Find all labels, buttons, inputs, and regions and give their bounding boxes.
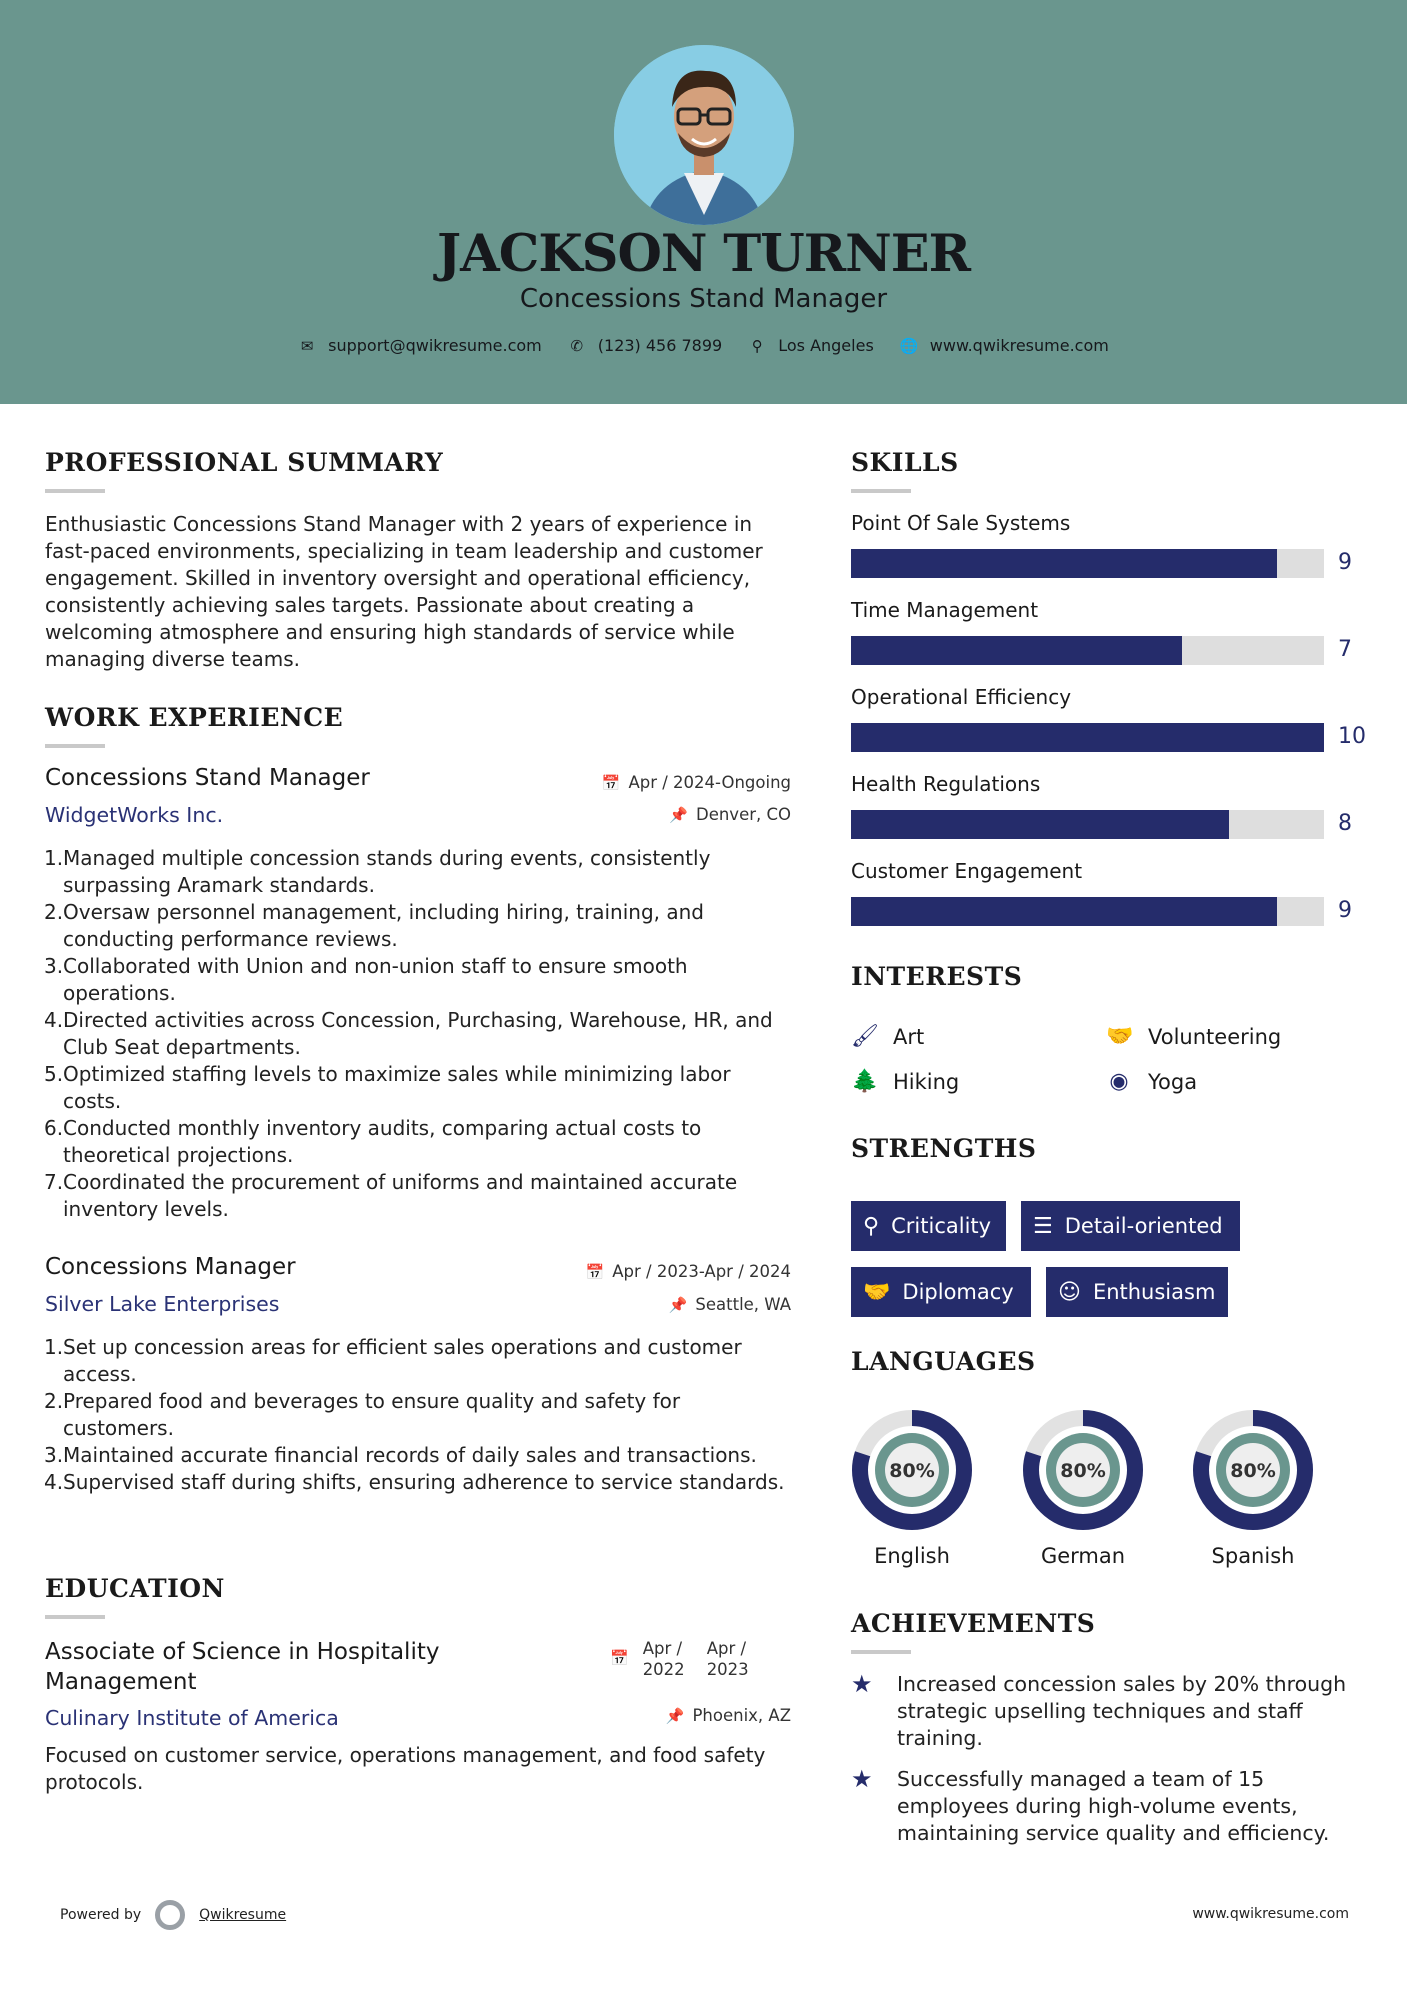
skill-bar-fill xyxy=(851,897,1277,926)
strength-detail-oriented: ☰ Detail-oriented xyxy=(1021,1201,1240,1251)
contact-phone[interactable]: ✆ (123) 456 7899 xyxy=(568,336,722,355)
calendar-icon: 📅 xyxy=(610,1649,629,1667)
skill-level-value: 9 xyxy=(1338,550,1352,575)
language-gauge xyxy=(851,1409,973,1531)
contact-email[interactable]: ✉ support@qwikresume.com xyxy=(298,336,542,355)
job-1-dates: 📅 Apr / 2024-Ongoing xyxy=(601,773,791,792)
tree-icon: 🌲 xyxy=(851,1069,879,1094)
language-name: German xyxy=(1040,1544,1126,1568)
lifebuoy-icon: ◉ xyxy=(1109,1069,1129,1094)
work-heading: WORK EXPERIENCE xyxy=(45,703,344,732)
contact-website[interactable]: 🌐 www.qwikresume.com xyxy=(899,336,1109,355)
skill-level-value: 8 xyxy=(1338,811,1352,836)
brand-link[interactable]: Qwikresume xyxy=(199,1907,287,1923)
powered-by: Powered by Qwikresume xyxy=(60,1900,286,1930)
contact-bar xyxy=(0,336,1407,355)
gauge-percent-label: 80% xyxy=(1060,1460,1106,1482)
strength-enthusiasm: ☺ Enthusiasm xyxy=(1046,1267,1228,1317)
pushpin-icon: 📌 xyxy=(669,805,688,824)
interest-hiking: 🌲 Hiking xyxy=(851,1069,960,1094)
achievement-1: ★ Increased concession sales by 20% through strategic upselling techniques and staff training. xyxy=(851,1670,1347,1750)
summary-heading: PROFESSIONAL SUMMARY xyxy=(45,448,444,477)
strength-diplomacy: 🤝 Diplomacy xyxy=(851,1267,1031,1317)
footer-url[interactable]: www.qwikresume.com xyxy=(1192,1906,1349,1922)
envelope-icon: ✉ xyxy=(300,336,314,355)
skill-level-value: 7 xyxy=(1338,637,1352,662)
phone-icon: ✆ xyxy=(570,336,584,355)
gauge-percent-label: 80% xyxy=(889,1460,935,1482)
education-location: 📌 Phoenix, AZ xyxy=(665,1706,791,1725)
skill-bar-track xyxy=(851,810,1324,839)
star-icon: ★ xyxy=(851,1670,873,1698)
list-item: Supervised staff during shifts, ensuring adherence to service standards. xyxy=(63,1470,785,1494)
skill-level-value: 10 xyxy=(1338,724,1366,749)
handshake-icon: 🤝 xyxy=(863,1279,891,1305)
education-description: Focused on customer service, operations management, and food safety protocols. xyxy=(45,1743,766,1794)
paintbrush-icon: 🖌 xyxy=(851,1024,879,1049)
interests-heading: INTERESTS xyxy=(851,962,1023,991)
job-2-location: 📌 Seattle, WA xyxy=(668,1295,791,1314)
language-gauge xyxy=(1192,1409,1314,1531)
achievements-rule xyxy=(851,1650,911,1654)
achievements-heading: ACHIEVEMENTS xyxy=(851,1609,1096,1638)
job-1-company: WidgetWorks Inc. xyxy=(45,803,224,827)
qwikresume-logo-icon xyxy=(155,1900,185,1930)
language-name: English xyxy=(874,1544,950,1568)
skill-bar-fill xyxy=(851,549,1277,578)
list-item: Conducted monthly inventory audits, comparing actual costs to theoretical projections. xyxy=(63,1116,702,1167)
education-dates: 📅 Apr / 2022 Apr / 2023 xyxy=(610,1639,749,1679)
resume-header xyxy=(0,0,1407,404)
job-1-location: 📌 Denver, CO xyxy=(669,805,791,824)
list-item: Prepared food and beverages to ensure quality and safety for customers. xyxy=(63,1389,681,1440)
work-rule xyxy=(45,744,105,748)
summary-text: Enthusiastic Concessions Stand Manager with 2 years of experience in fast-paced environments, specializing in team leadership and customer engagement. Skilled in inventory oversight and operational efficiency, consistently achieving sales targets. Passionate about creating a welcoming atmosphere and ensuring high standards of service while managing diverse teams. xyxy=(45,512,763,671)
skill-bar-fill xyxy=(851,723,1324,752)
contact-location: ⚲ Los Angeles xyxy=(748,336,874,355)
education-heading: EDUCATION xyxy=(45,1574,225,1603)
language-gauge xyxy=(1022,1409,1144,1531)
language-name: Spanish xyxy=(1211,1544,1295,1568)
pushpin-icon: 📌 xyxy=(668,1295,688,1314)
skills-heading: SKILLS xyxy=(851,448,959,477)
skill-bar-fill xyxy=(851,636,1182,665)
job-2-company: Silver Lake Enterprises xyxy=(45,1292,280,1316)
profile-photo xyxy=(614,45,794,225)
summary-rule xyxy=(45,489,105,493)
list-item: Managed multiple concession stands during events, consistently surpassing Aramark standards. xyxy=(63,846,711,897)
strengths-heading: STRENGTHS xyxy=(851,1134,1037,1163)
star-icon: ★ xyxy=(851,1765,873,1793)
pushpin-icon: 📌 xyxy=(665,1706,685,1725)
languages-heading: LANGUAGES xyxy=(851,1347,1036,1376)
list-item: Optimized staffing levels to maximize sales while minimizing labor costs. xyxy=(63,1062,731,1113)
calendar-icon: 📅 xyxy=(601,773,621,792)
skill-label: Health Regulations xyxy=(851,772,1041,796)
list-item: Set up concession areas for efficient sales operations and customer access. xyxy=(63,1335,742,1386)
skill-level-value: 9 xyxy=(1338,898,1352,923)
skill-bar-track xyxy=(851,549,1324,578)
job-2-title: Concessions Manager xyxy=(45,1254,296,1280)
smile-icon: ☺ xyxy=(1058,1279,1081,1305)
education-rule xyxy=(45,1615,105,1619)
globe-icon: 🌐 xyxy=(899,336,919,355)
strength-criticality: ⚲ Criticality xyxy=(851,1201,1006,1251)
gauge-percent-label: 80% xyxy=(1230,1460,1276,1482)
list-icon: ☰ xyxy=(1033,1213,1053,1239)
list-item: Coordinated the procurement of uniforms and maintained accurate inventory levels. xyxy=(63,1170,738,1221)
handshake-icon: 🤝 xyxy=(1106,1024,1134,1049)
list-item: Oversaw personnel management, including hiring, training, and conducting performance reviews. xyxy=(63,900,704,951)
skills-rule xyxy=(851,489,911,493)
achievement-2: ★ Successfully managed a team of 15 employees during high-volume events, maintaining service quality and efficiency. xyxy=(851,1765,1330,1845)
calendar-icon: 📅 xyxy=(585,1262,605,1281)
skill-label: Point Of Sale Systems xyxy=(851,511,1071,535)
job-1-title: Concessions Stand Manager xyxy=(45,765,370,791)
interest-art: 🖌 Art xyxy=(851,1024,925,1049)
skill-bar-track xyxy=(851,636,1324,665)
list-item: Maintained accurate financial records of daily sales and transactions. xyxy=(63,1443,757,1467)
skill-label: Customer Engagement xyxy=(851,859,1083,883)
job-1-duties xyxy=(45,845,795,1223)
interest-volunteering: 🤝 Volunteering xyxy=(1106,1024,1282,1049)
list-item: Collaborated with Union and non-union staff to ensure smooth operations. xyxy=(63,954,688,1005)
skill-label: Time Management xyxy=(851,598,1039,622)
job-2-duties xyxy=(45,1334,795,1496)
job-2-dates: 📅 Apr / 2023-Apr / 2024 xyxy=(585,1262,791,1281)
school-name: Culinary Institute of America xyxy=(45,1706,339,1730)
skill-label: Operational Efficiency xyxy=(851,685,1072,709)
candidate-title: Concessions Stand Manager xyxy=(519,284,888,314)
skill-bar-fill xyxy=(851,810,1229,839)
skill-bar-track xyxy=(851,723,1324,752)
map-pin-icon: ⚲ xyxy=(751,336,763,355)
skill-bar-track xyxy=(851,897,1324,926)
interest-yoga: ◉ Yoga xyxy=(1106,1069,1197,1094)
list-item: Directed activities across Concession, Purchasing, Warehouse, HR, and Club Seat departments. xyxy=(63,1008,773,1059)
degree-title: Associate of Science in Hospitality Management xyxy=(45,1639,440,1695)
candidate-name: JACKSON TURNER xyxy=(437,224,970,284)
search-icon: ⚲ xyxy=(863,1213,880,1239)
